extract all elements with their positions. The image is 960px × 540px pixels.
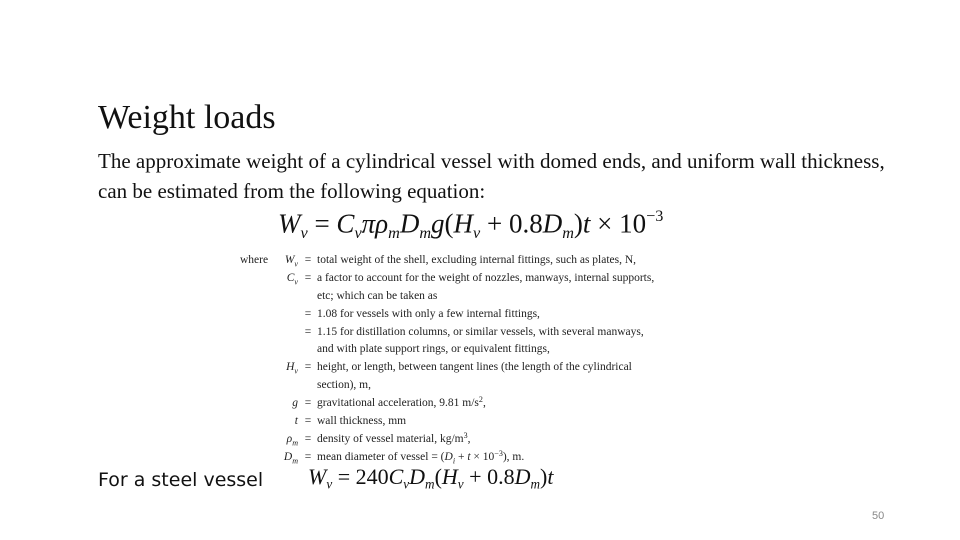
definition-equals: = bbox=[304, 254, 312, 266]
definition-equals: = bbox=[304, 397, 312, 410]
definition-equals: = bbox=[304, 325, 312, 338]
definition-symbol: $C_v$ bbox=[286, 271, 298, 287]
definition-row bbox=[240, 413, 654, 431]
body-paragraph: The approximate weight of a cylindrical vessel with domed ends, and uniform wall thickness, can be estimated from the following equation: bbox=[98, 149, 885, 203]
definition-text: section), m, bbox=[317, 379, 371, 392]
definition-equals: = bbox=[304, 361, 312, 374]
definition-row bbox=[240, 431, 654, 449]
definition-text: wall thickness, mm bbox=[317, 415, 407, 428]
definition-symbol: $W_v$ bbox=[284, 254, 298, 269]
definition-lead: where bbox=[240, 254, 269, 266]
definition-row bbox=[240, 377, 654, 395]
definition-text: mean diameter of vessel = $(D_i + t \times 10^{-3})$, m. bbox=[317, 448, 525, 466]
steel-weight-equation: $W_v = 240C_vD_m(H_v + 0.8D_m)t$ bbox=[308, 464, 554, 492]
definition-row bbox=[240, 359, 654, 377]
definition-row bbox=[240, 324, 654, 342]
definition-equals: = bbox=[304, 271, 312, 284]
definition-text: etc; which can be taken as bbox=[317, 289, 438, 302]
definition-row bbox=[240, 270, 654, 288]
weight-equation: $W_v = C_v\pi\rho_mD_mg(H_v + 0.8D_m)t \times 10^{-3}$ bbox=[278, 207, 664, 242]
definition-text: density of vessel material, $kg/m^3$, bbox=[317, 430, 471, 445]
definition-equals: = bbox=[304, 450, 312, 463]
definition-row bbox=[240, 306, 654, 324]
page-number: 50 bbox=[872, 510, 885, 522]
slide-title: Weight loads bbox=[98, 99, 276, 136]
definition-symbol: $H_v$ bbox=[286, 361, 298, 376]
definition-symbol: $\rho_m$ bbox=[286, 432, 298, 448]
definition-row bbox=[240, 341, 654, 359]
definition-equals: = bbox=[304, 307, 312, 320]
definition-symbol: $D_m$ bbox=[283, 450, 298, 466]
definition-text: 1.15 for distillation columns, or similar vessels, with several manways, bbox=[317, 325, 644, 338]
definition-row bbox=[240, 252, 654, 270]
definition-row bbox=[240, 395, 654, 413]
definition-text: a factor to account for the weight of nozzles, manways, internal supports, bbox=[317, 271, 655, 284]
definition-text: and with plate support rings, or equivalent fittings, bbox=[317, 343, 550, 356]
definition-symbol: g bbox=[292, 397, 298, 410]
definition-symbol: t bbox=[294, 415, 298, 428]
definition-text: gravitational acceleration, 9.81 $m/s^2$, bbox=[317, 395, 486, 410]
definition-text: height, or length, between tangent lines (the length of the cylindrical bbox=[317, 361, 632, 374]
variable-definitions bbox=[240, 252, 654, 467]
definition-row bbox=[240, 288, 654, 306]
definition-text: total weight of the shell, excluding internal fittings, such as plates, N, bbox=[317, 254, 637, 266]
definition-equals: = bbox=[304, 432, 312, 445]
definition-text: 1.08 for vessels with only a few internal fittings, bbox=[317, 307, 540, 320]
steel-vessel-label: For a steel vessel bbox=[98, 469, 264, 491]
definition-equals: = bbox=[304, 415, 312, 428]
